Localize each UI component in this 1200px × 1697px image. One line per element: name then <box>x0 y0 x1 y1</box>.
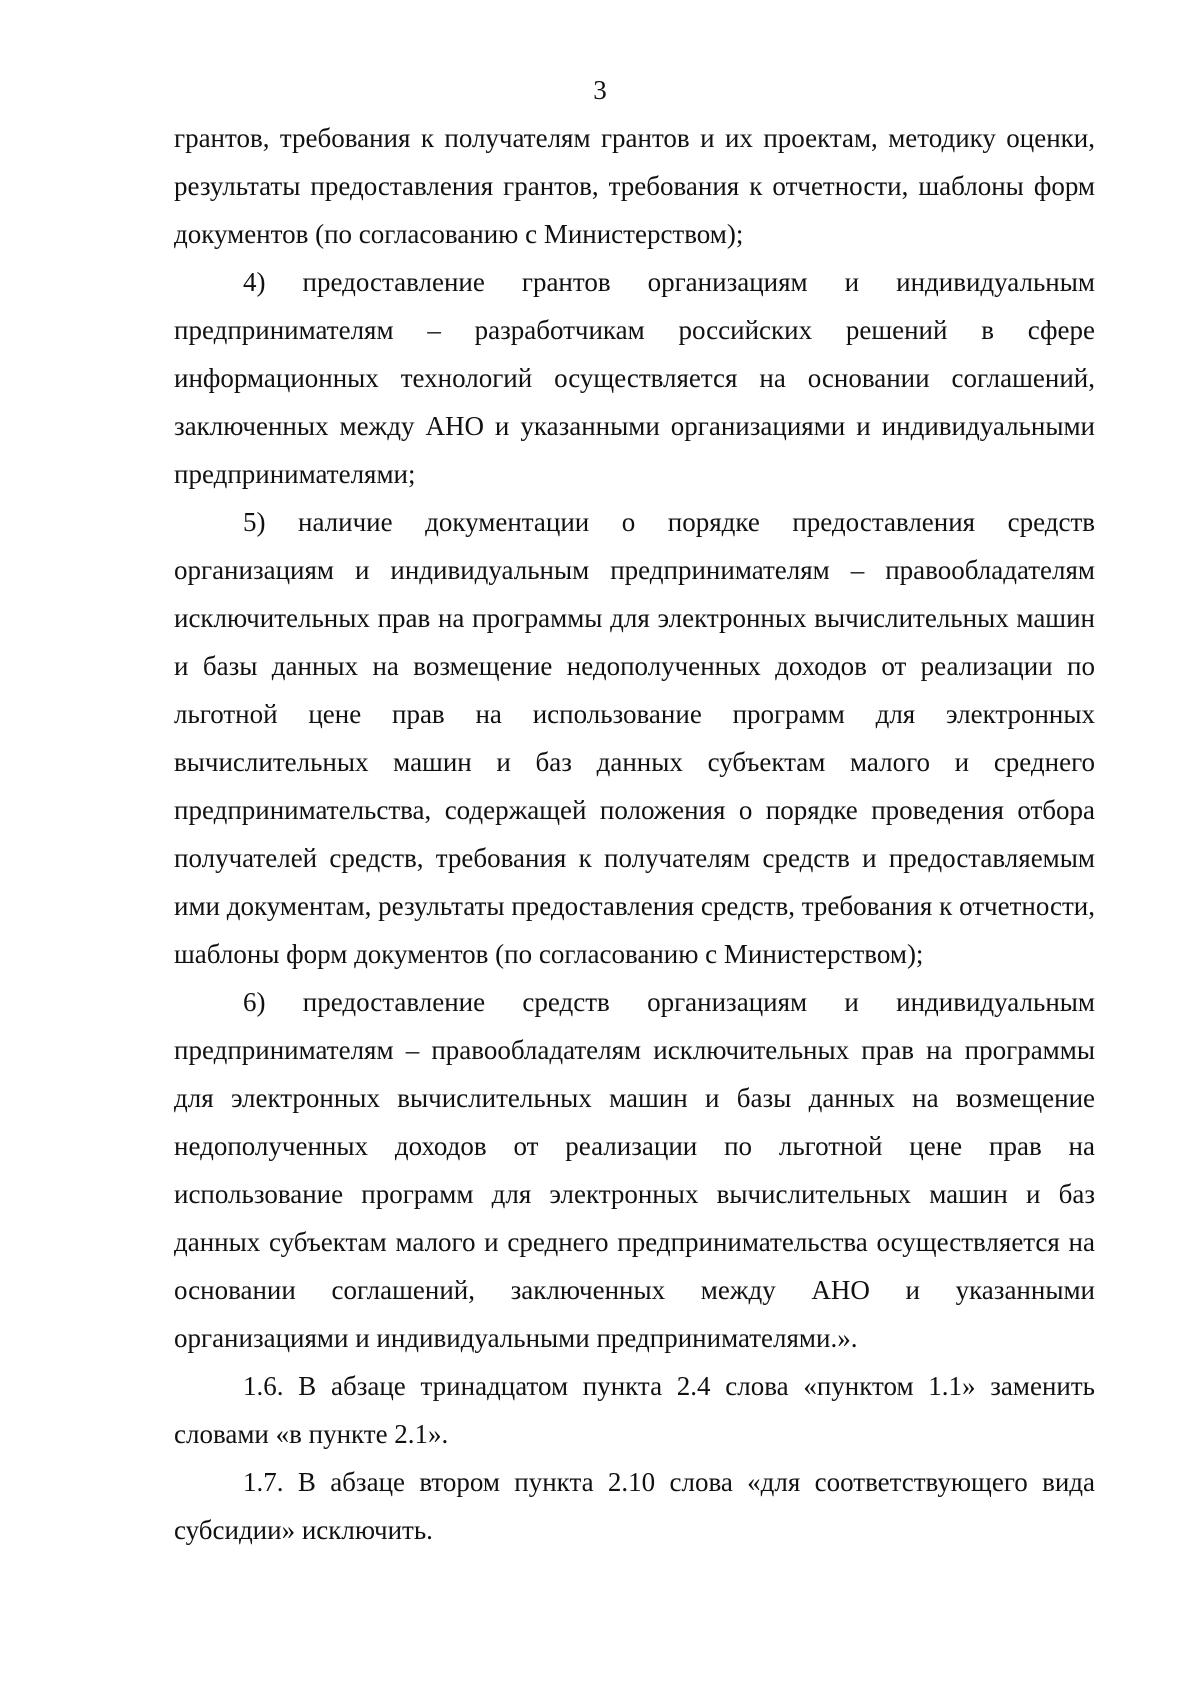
page-number: 3 <box>593 75 607 105</box>
paragraph-1-7: 1.7. В абзаце втором пункта 2.10 слова «для соответствующего вида субсидии» исключить. <box>174 1467 1095 1545</box>
paragraph-item-4: 4) предоставление грантов организациям и индивидуальным предпринимателям – разработчикам российских решений в сфере информационных технологий осуществляется на основании соглашений, заключенных между АНО и указанными организациями и индивидуальными предпринимателями; <box>174 267 1095 489</box>
document-body <box>174 114 1095 1554</box>
paragraph-item-6: 6) предоставление средств организациям и индивидуальным предпринимателям – правообладателям исключительных прав на программы для электронных вычислительных машин и базы данных на возмещение недополученных доходов от реализации по льготной цене прав на использование программ для электронных вычислительных машин и баз данных субъектам малого и среднего предпринимательства осуществляется на основании соглашений, заключенных между АНО и указанными организациями и индивидуальными предпринимателями.». <box>174 987 1095 1353</box>
paragraph-continuation: грантов, требования к получателям грантов и их проектам, методику оценки, результаты предоставления грантов, требования к отчетности, шаблоны форм документов (по согласованию с Министерством); <box>174 123 1095 249</box>
paragraph-1-6: 1.6. В абзаце тринадцатом пункта 2.4 слова «пунктом 1.1» заменить словами «в пункте 2.1». <box>174 1371 1095 1449</box>
paragraph-item-5: 5) наличие документации о порядке предоставления средств организациям и индивидуальным предпринимателям – правообладателям исключительных прав на программы для электронных вычислительных машин и базы данных на возмещение недополученных доходов от реализации по льготной цене прав на использование программ для электронных вычислительных машин и баз данных субъектам малого и среднего предпринимательства, содержащей положения о порядке проведения отбора получателей средств, требования к получателям средств и предоставляемым ими документам, результаты предоставления средств, требования к отчетности, шаблоны форм документов (по согласованию с Министерством); <box>174 507 1095 969</box>
